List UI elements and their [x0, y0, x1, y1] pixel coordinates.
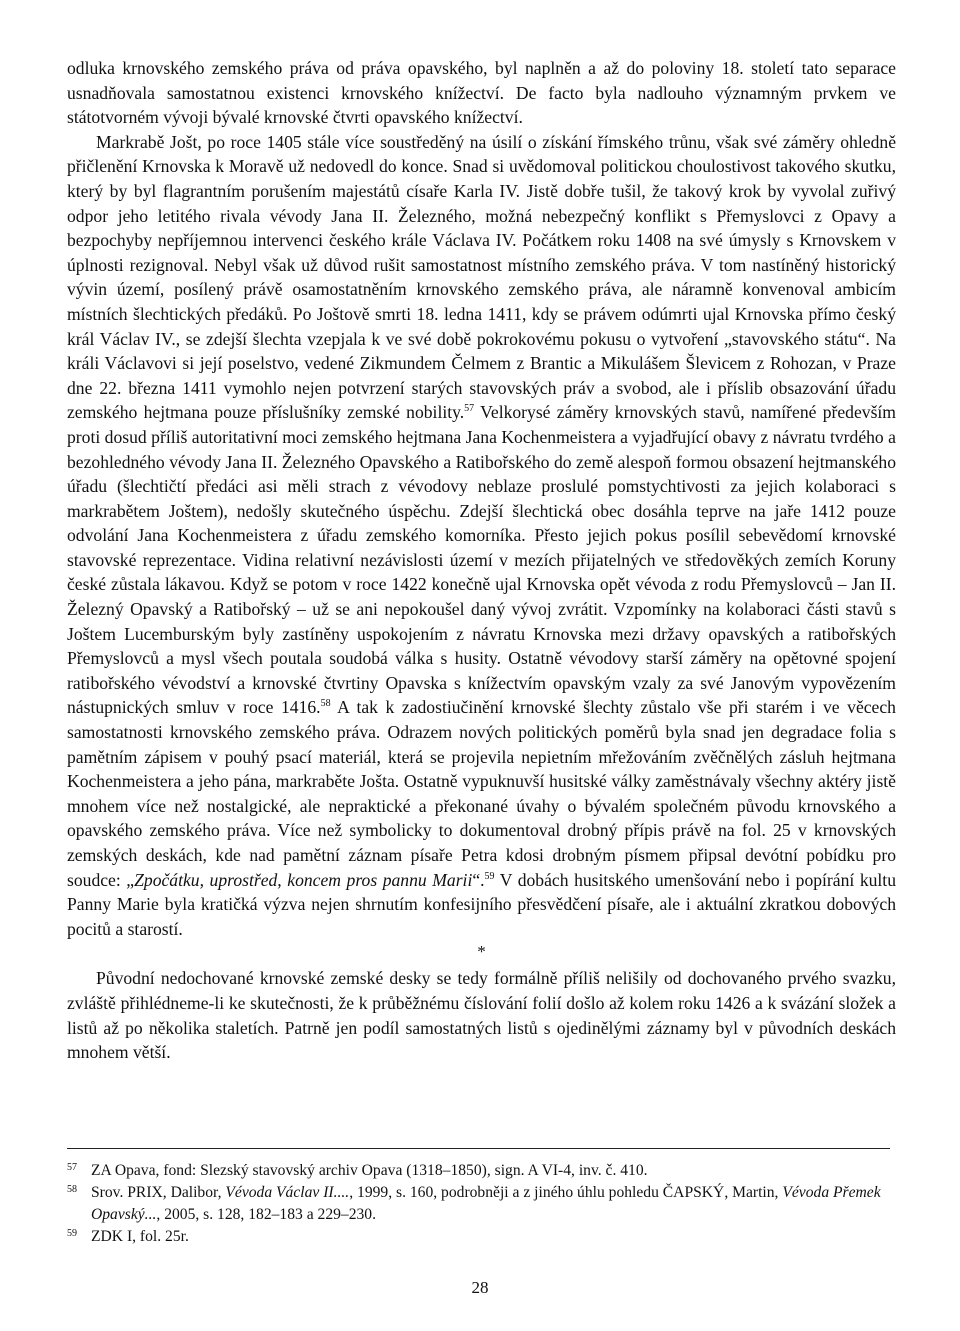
section-separator: *	[477, 942, 486, 962]
footnote-ref-59[interactable]: 59	[484, 870, 495, 882]
paragraph-1: odluka krnovského zemského práva od práva opavského, byl naplněn a až do poloviny 18. století tato separace usnadňovala samostatnou existenci krnovského knížectví. De facto byla nadlouho významným prvkem ve státotvorném vývoji bývalé krnovské čtvrti opavského knížectví.	[67, 58, 896, 128]
footnote-ref-58[interactable]: 58	[320, 698, 331, 710]
footnote-text: ZDK I, fol. 25r.	[91, 1228, 189, 1245]
footnote-text: Srov. PRIX, Dalibor,	[91, 1184, 226, 1201]
paragraph-2-part-c: A tak k zadostiučinění krnovské šlechty zůstalo vše při starém i ve věcech samostatnosti krnovského zemského práva. Odrazem nových politických poměrů byla snad jen degradace folia s pamětním zápisem v pouhý psací materiál, která se projevila nepietním mřežováním zvěčnělých zásluh hejtmana Kochenmeistera a jeho pána, markraběte Jošta. Ostatně vypuknuvší husitské války zaměstnávaly všechny aktéry jistě mnohem více než nostalgické, ale nepraktické a překonané úvahy o bývalém společném původu krnovského a opavského zemského práva. Více než symbolicky to dokumentoval drobný přípis právě na fol. 25 v krnovských zemských deskách, kde nad pamětní záznam písaře Petra kdosi drobným písmem připsal devótní pobídku pro soudce: „	[67, 697, 896, 890]
footnote-number: 59	[67, 1228, 77, 1239]
footnote-number: 58	[67, 1184, 77, 1195]
page-number: 28	[471, 1278, 489, 1297]
footnote-57	[67, 1160, 896, 1182]
paragraph-2-part-e: V dobách husitského umenšování nebo i popírání kultu Panny Marie byla kratičká výzva nejen shrnutím konfesijního přesvědčení písaře, ale i aktuální zkratkou dobových pocitů a starostí.	[67, 869, 896, 939]
footnote-number: 57	[67, 1162, 77, 1173]
paragraph-2-quote-close: “.	[472, 869, 485, 890]
footnote-divider	[67, 1148, 890, 1149]
paragraph-2-part-b: Velkorysé záměry krnovských stavů, namířené především proti dosud příliš autoritativní moci zemského hejtmana Jana Kochenmeistera a vyjadřující obavy z návratu tvrdého a bezohledného vévody Jana II. Železného Opavského a Ratibořského do země alespoň formou obsazení hejtmanského úřadu (šlechtičtí předáci asi měli strach z vévodovy neblaze proslulé pomstychtivosti za jejich kolaboraci s markrabětem Joštem), nedošly skutečného úspěchu. Zdejší šlechtická obec dosáhla teprve na jaře 1412 pouze odvolání Jana Kochenmeistera z úřadu zemského komorníka. Přesto jejich pokus posílil sebevědomí krnovské stavovské reprezentace. Vidina relativní nezávislosti území v mezích přijatelných ve středověkých zemích Koruny české zůstala lákavou. Když se potom v roce 1422 konečně ujal Krnovska opět vévoda z rodu Přemyslovců – Jan II. Železný Opavský a Ratibořský – už se ani nepokoušel daný vývoj zvrátit. Vzpomínky na kolaboraci části stavů s Joštem Lucemburským byly zastíněny uspokojením z návratu Krnovska mezi državy opavských a ratibořských Přemyslovců a mysl všech poutala soudobá válka s husity. Ostatně vévodovy starší záměry na opětovné spojení ratibořského vévodství a krnovské čtvrtiny Opavska s knížectvím opavským vzaly za své Janovým vypovězením nástupnických smluv v roce 1416.	[67, 402, 896, 718]
paragraph-2	[67, 130, 896, 942]
paragraph-3: Původní nedochované krnovské zemské desky se tedy formálně příliš nelišily od dochovaného prvého svazku, zvláště přihlédneme-li ke skutečnosti, že k průběžnému číslování folií došlo až kolem roku 1426 a k svázání složek a listů až po několika staletích. Patrně jen podíl samostatných listů s ojedinělými záznamy byl v původních deskách mnohem větší.	[67, 968, 896, 1063]
footnote-title: Vévoda Přemek Opavský...	[91, 1184, 881, 1223]
main-text	[67, 56, 896, 1065]
footnote-59	[67, 1226, 896, 1248]
footnote-text: , 2005, s. 128, 182–183 a 229–230.	[156, 1206, 376, 1223]
footnote-ref-57[interactable]: 57	[464, 403, 475, 415]
footnotes	[67, 1160, 896, 1248]
paragraph-2-part-a: Markrabě Jošt, po roce 1405 stále více soustředěný na úsilí o získání římského trůnu, však své záměry ohledně přičlenění Krnovska k Moravě už nedovedl do konce. Snad si uvědomoval politickou choulostivost takového skutku, který by byl flagrantním porušením majestátů císaře Karla IV. Jistě dobře tušil, že takový krok by vyvolal zuřivý odpor jeho letitého rivala vévody Jana II. Železného, možná nebezpečný konflikt s Přemyslovci z Opavy a bezpochyby nepříjemnou intervenci českého krále Václava IV. Počátkem roku 1408 na své úmysly s Krnovskem v úplnosti rezignoval. Nebyl však už důvod rušit samostatnost místního zemského práva. V tom nastíněný historický vývin území, posílený právě osamostatněním krnovského zemského práva, ale náramně konvenoval ambicím místních šlechtických předáků. Po Joštově smrti 18. ledna 1411, kdy se právem odúmrti ujal Krnovska přímo český král Václav IV., se zdejší šlechta vzepjala k ve své době pokrokovému pokusu o vytvoření „stavovského státu“. Na králi Václavovi si její poselstvo, vedené Zikmundem Čelmem z Brantic a Mikulášem Šlevicem z Rohozan, v Praze dne 22. března 1411 vymohlo nejen potvrzení starých stavovských práv a svobod, ale i příslib obsazování úřadu zemského hejtmana pouze příslušníky zemské nobility.	[67, 131, 896, 423]
footnote-text: , 1999, s. 160, podrobněji a z jiného úhlu pohledu ČAPSKÝ, Martin,	[349, 1184, 783, 1201]
footnote-58	[67, 1182, 896, 1226]
footnote-title: Vévoda Václav II....	[225, 1184, 350, 1201]
quoted-inscription: Zpočátku, uprostřed, koncem pros pannu Marii	[134, 869, 473, 890]
footnote-text: ZA Opava, fond: Slezský stavovský archiv Opava (1318–1850), sign. A VI-4, inv. č. 410.	[91, 1162, 648, 1179]
